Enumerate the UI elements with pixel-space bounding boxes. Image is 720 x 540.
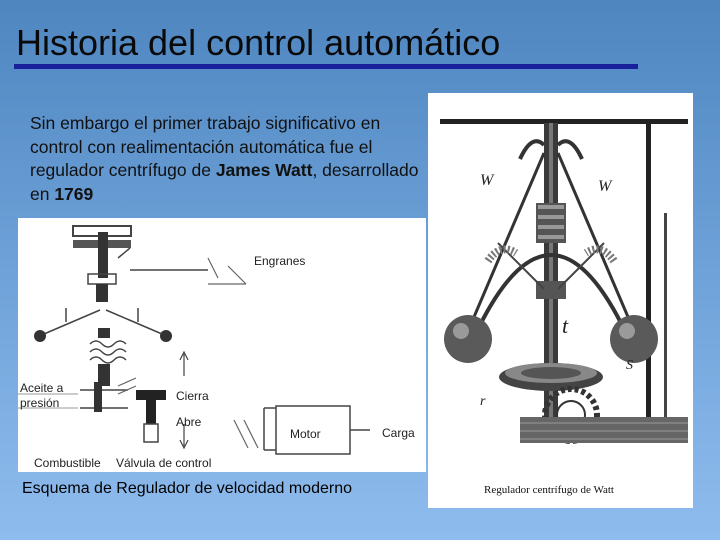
body-text-mid: , desarrollado en bbox=[30, 160, 419, 204]
label-engranes: Engranes bbox=[254, 254, 306, 268]
label-aceite-line2: presión bbox=[20, 396, 60, 410]
schematic-caption: Esquema de Regulador de velocidad moderno bbox=[22, 480, 352, 497]
label-carga: Carga bbox=[382, 426, 415, 440]
watt-governor-engraving bbox=[428, 93, 693, 508]
engraving-drawing bbox=[428, 93, 693, 508]
body-paragraph bbox=[30, 112, 420, 206]
engraving-s: S bbox=[626, 358, 633, 373]
engraving-w-left: W bbox=[480, 172, 494, 189]
schematic-drawing bbox=[18, 218, 426, 472]
label-combustible: Combustible bbox=[34, 456, 101, 470]
engraving-r: r bbox=[480, 394, 486, 409]
inventor-name: James Watt bbox=[215, 160, 313, 180]
engraving-t: t bbox=[562, 313, 569, 338]
label-aceite-line1: Aceite a bbox=[20, 381, 64, 395]
slide-title: Historia del control automático bbox=[16, 22, 501, 63]
title-underline bbox=[14, 64, 638, 69]
label-cierra: Cierra bbox=[176, 389, 209, 403]
engraving-w-right: W bbox=[598, 178, 612, 195]
year: 1769 bbox=[54, 183, 94, 204]
body-text-start: Sin embargo el primer trabajo significativo en control con realimentación automática fue el regulador centrífugo de bbox=[30, 113, 381, 180]
label-valvula: Válvula de control bbox=[116, 456, 212, 470]
governor-schematic bbox=[18, 218, 426, 472]
engraving-caption: Regulador centrífugo de Watt bbox=[484, 484, 614, 496]
label-motor: Motor bbox=[290, 427, 321, 441]
label-abre: Abre bbox=[176, 415, 202, 429]
